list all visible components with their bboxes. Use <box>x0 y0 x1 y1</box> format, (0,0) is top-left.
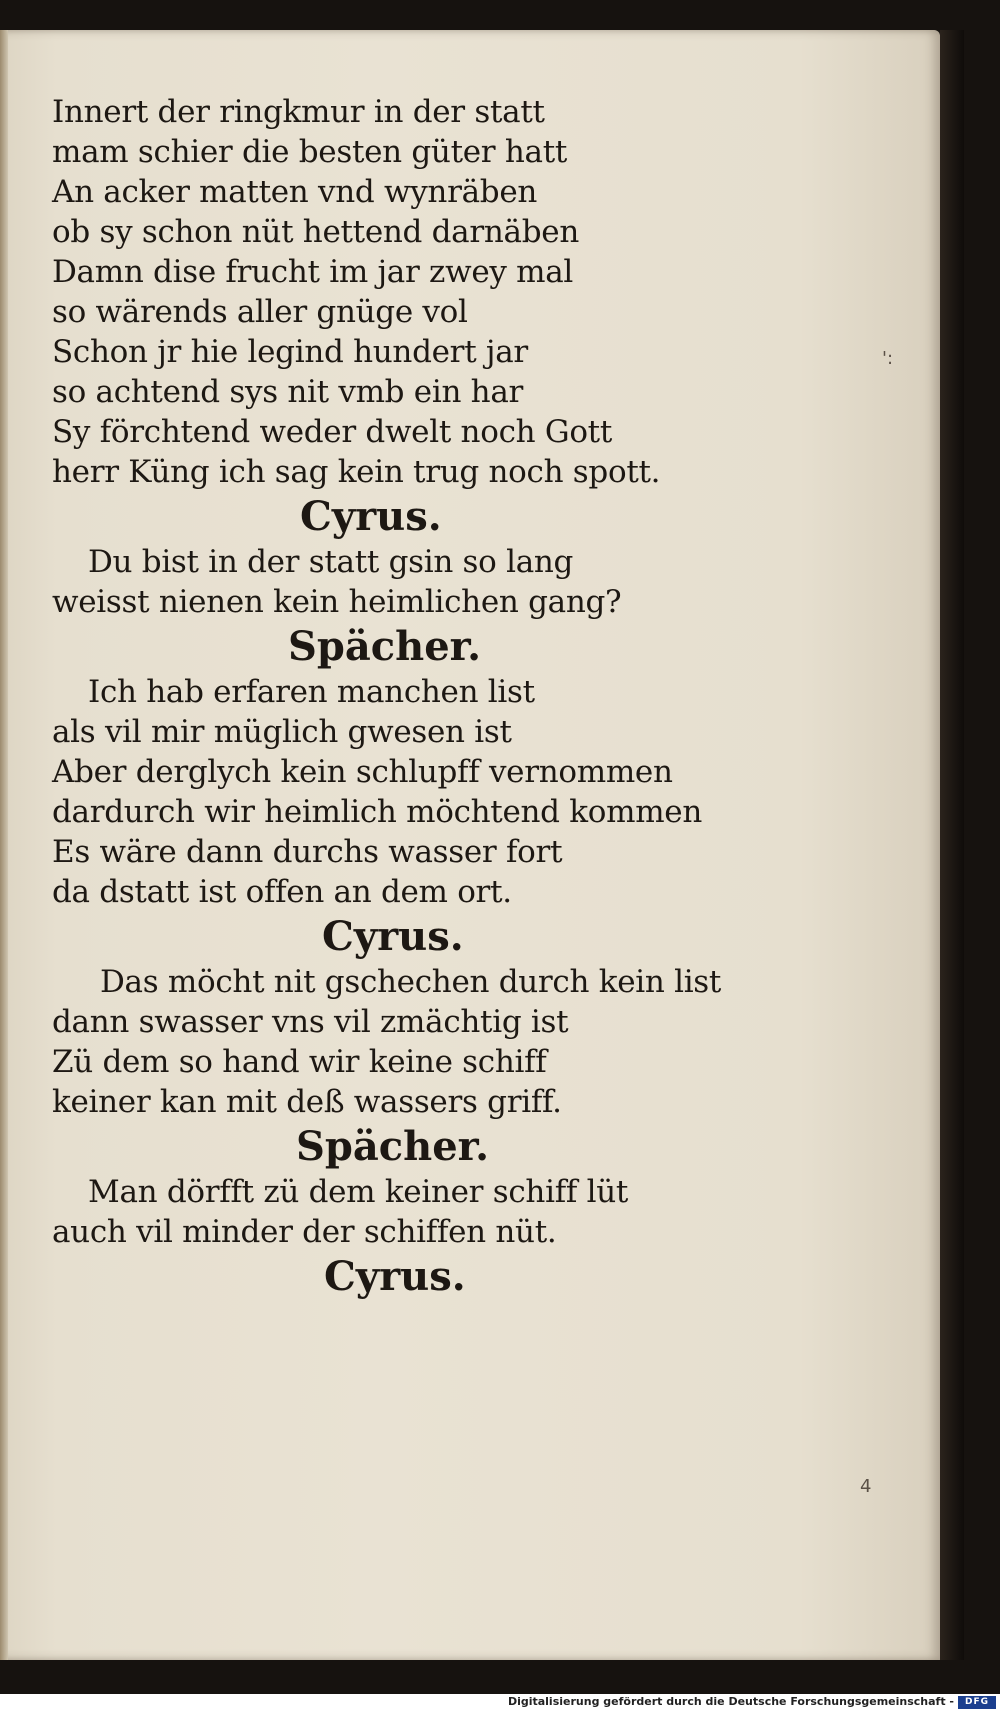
verse-line: auch vil minder der schiffen nüt. <box>52 1214 557 1250</box>
verse-line: herr Küng ich sag kein trug noch spott. <box>52 454 661 490</box>
speaker-heading: Spächer. <box>296 1123 489 1170</box>
verse-line: Sy förchtend weder dwelt noch Gott <box>52 414 613 450</box>
signature-mark: 4 <box>860 1476 872 1497</box>
verse-line: Ich hab erfaren manchen list <box>88 674 535 710</box>
verse-line: keiner kan mit deß wassers griff. <box>52 1084 562 1120</box>
verse-line: Du bist in der statt gsin so lang <box>88 544 574 580</box>
page-text <box>52 92 892 1302</box>
verse-line: Aber derglych kein schlupff vernommen <box>52 754 673 790</box>
verse-line: An acker matten vnd wynräben <box>52 174 538 210</box>
verse-line: ob sy schon nüt hettend darnäben <box>52 214 579 250</box>
verse-line: Zü dem so hand wir keine schiff <box>52 1044 547 1080</box>
verse-line: so wärends aller gnüge vol <box>52 294 468 330</box>
verse-line: Damn dise frucht im jar zwey mal <box>52 254 574 290</box>
margin-mark: ': <box>882 348 894 369</box>
verse-line: Es wäre dann durchs wasser fort <box>52 834 563 870</box>
footer-bar <box>0 1694 1000 1711</box>
verse-line: weisst nienen kein heimlichen gang? <box>52 584 622 620</box>
speaker-heading: Cyrus. <box>300 493 442 540</box>
verse-line: da dstatt ist offen an dem ort. <box>52 874 512 910</box>
verse-line: so achtend sys nit vmb ein har <box>52 374 524 410</box>
dfg-logo: DFG <box>958 1696 996 1709</box>
verse-line: Innert der ringkmur in der statt <box>52 94 545 130</box>
verse-line: dardurch wir heimlich möchtend kommen <box>52 794 703 830</box>
verse-line: Man dörfft zü dem keiner schiff lüt <box>88 1174 629 1210</box>
speaker-heading: Spächer. <box>288 623 481 670</box>
verse-line: als vil mir müglich gwesen ist <box>52 714 512 750</box>
verse-line: Das möcht nit gschechen durch kein list <box>100 964 722 1000</box>
page-edge <box>940 30 964 1660</box>
verse-line: dann swasser vns vil zmächtig ist <box>52 1004 569 1040</box>
speaker-heading: Cyrus. <box>322 913 464 960</box>
verse-line: mam schier die besten güter hatt <box>52 134 568 170</box>
page-spine <box>0 30 8 1660</box>
verse-line: Schon jr hie legind hundert jar <box>52 334 528 370</box>
speaker-heading: Cyrus. <box>324 1253 466 1300</box>
footer-credit: Digitalisierung gefördert durch die Deutsche Forschungsgemeinschaft - <box>507 1695 954 1708</box>
